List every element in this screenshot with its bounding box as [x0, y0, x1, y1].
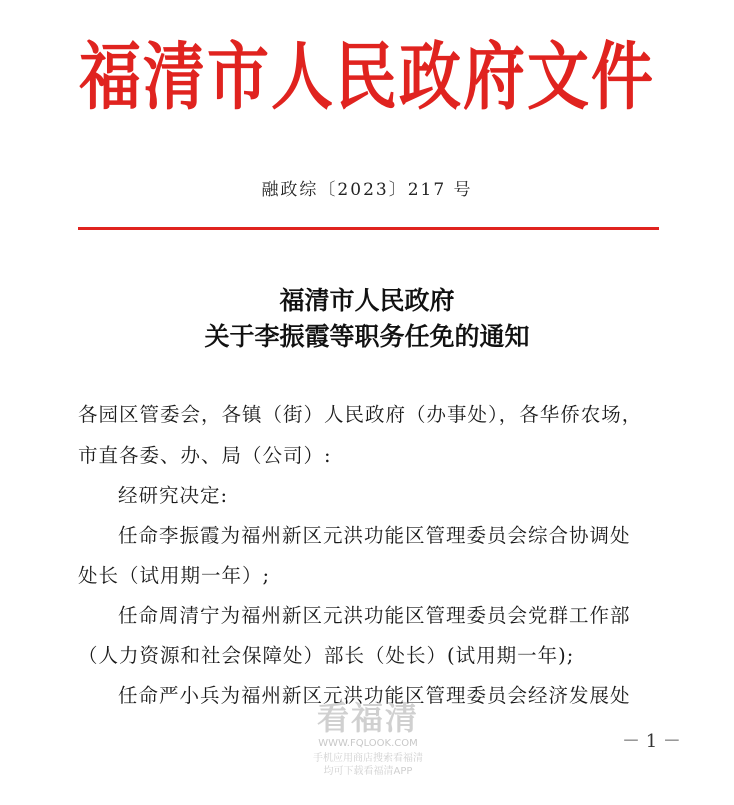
document-masthead: 福清市人民政府文件 [78, 33, 655, 120]
body-line: 市直各委、办、局（公司）: [78, 444, 332, 467]
body-line: 经研究决定: [118, 484, 229, 507]
body-line: （人力资源和社会保障处）部长（处长）(试用期一年); [78, 644, 575, 667]
body-line: 任命严小兵为福州新区元洪功能区管理委员会经济发展处 [118, 684, 631, 707]
watermark-logo: 看福清 [316, 699, 419, 737]
body-line: 任命周清宁为福州新区元洪功能区管理委员会党群工作部 [118, 604, 631, 627]
watermark-tip-2: 均可下载看福清APP [323, 766, 413, 777]
watermark-tip-1: 手机应用商店搜索看福清 [313, 753, 423, 764]
watermark [298, 700, 438, 778]
title-line-1: 福清市人民政府 [279, 286, 455, 315]
title-line-2: 关于李振霞等职务任免的通知 [204, 322, 530, 351]
watermark-url: WWW.FQLOOK.COM [318, 738, 418, 749]
document-number: 融政综〔2023〕217 号 [261, 180, 473, 200]
body-line: 处长（试用期一年）; [78, 564, 271, 587]
body-line: 各园区管委会，各镇（街）人民政府（办事处），各华侨农场， [78, 403, 643, 426]
body-line: 任命李振霞为福州新区元洪功能区管理委员会综合协调处 [118, 524, 631, 547]
page-number: － 1 － [622, 731, 681, 752]
red-divider [78, 227, 659, 230]
